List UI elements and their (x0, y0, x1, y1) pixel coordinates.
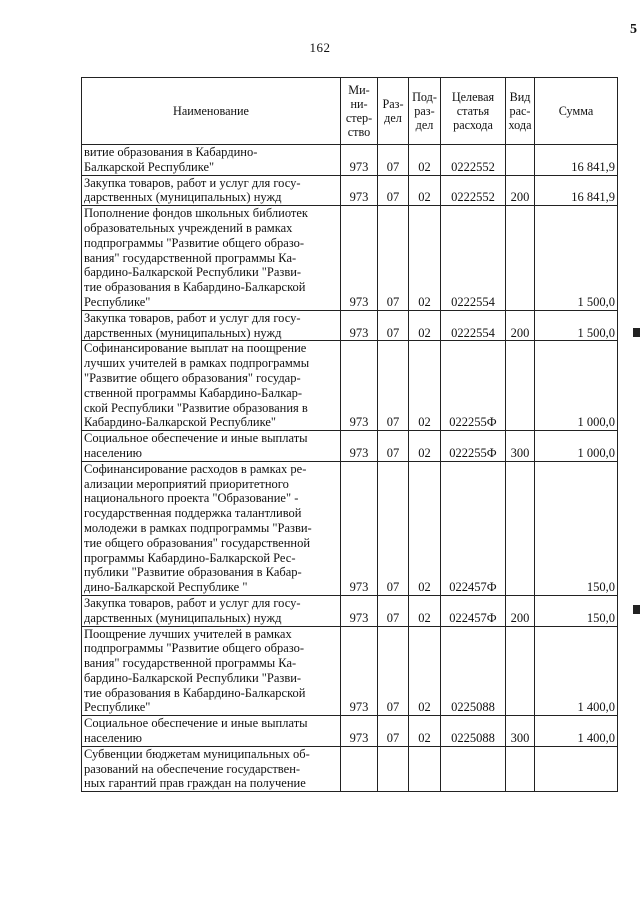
header-row (82, 78, 618, 145)
header-name (82, 78, 341, 145)
cell-expense-type: 200 (506, 175, 535, 206)
cell-expense-type (506, 461, 535, 595)
header-target: Целевая статья расхода (441, 78, 506, 145)
cell-target: 022457Ф (441, 461, 506, 595)
cell-target: 0222552 (441, 175, 506, 206)
cell-target: 0225088 (441, 716, 506, 747)
cell-section: 07 (378, 461, 409, 595)
cell-name: Закупка товаров, работ и услуг для госу- дарственных (муниципальных) нужд (82, 175, 341, 206)
cell-subsection: 02 (409, 341, 441, 431)
cell-amount: 150,0 (535, 461, 618, 595)
cell-target (441, 746, 506, 791)
table-row (82, 461, 618, 595)
cell-ministry: 973 (341, 716, 378, 747)
cell-amount: 1 400,0 (535, 716, 618, 747)
cell-subsection: 02 (409, 626, 441, 716)
table-row (82, 206, 618, 311)
cell-section: 07 (378, 145, 409, 176)
cell-name: Софинансирование выплат на поощрение лучших учителей в рамках подпрограммы "Развитие общего образования" государ- ственной программы Кабардино-Балкар- ской Республики "Развитие образования в Кабардино-Балкарской Республике" (82, 341, 341, 431)
cell-target: 0222552 (441, 145, 506, 176)
cell-name: Закупка товаров, работ и услуг для госу- дарственных (муниципальных) нужд (82, 310, 341, 341)
cell-amount: 16 841,9 (535, 175, 618, 206)
table-row (82, 431, 618, 462)
cell-subsection: 02 (409, 595, 441, 626)
cell-amount: 1 500,0 (535, 206, 618, 311)
cell-ministry (341, 746, 378, 791)
cell-subsection (409, 746, 441, 791)
cell-target: 0222554 (441, 310, 506, 341)
table-row (82, 341, 618, 431)
cell-amount: 1 000,0 (535, 341, 618, 431)
cell-target: 022255Ф (441, 431, 506, 462)
header-subsection: Под- раз- дел (409, 78, 441, 145)
cell-subsection: 02 (409, 431, 441, 462)
cell-ministry: 973 (341, 206, 378, 311)
cell-amount: 16 841,9 (535, 145, 618, 176)
cell-expense-type: 300 (506, 716, 535, 747)
cell-ministry: 973 (341, 175, 378, 206)
cell-target: 022457Ф (441, 595, 506, 626)
cell-section (378, 746, 409, 791)
page-number: 162 (309, 40, 331, 55)
cell-section: 07 (378, 341, 409, 431)
cell-section: 07 (378, 716, 409, 747)
cell-name: Поощрение лучших учителей в рамках подпрограммы "Развитие общего образо- вания" государственной программы Ка- бардино-Балкарской Республики "Разви- тие образования в Кабардино-Балкарской Республике" (82, 626, 341, 716)
cell-amount: 150,0 (535, 595, 618, 626)
edge-tick-mark (633, 605, 640, 614)
cell-ministry: 973 (341, 145, 378, 176)
cell-subsection: 02 (409, 206, 441, 311)
cell-expense-type (506, 341, 535, 431)
header-ministry: Ми- ни- стер- ство (341, 78, 378, 145)
cell-amount: 1 500,0 (535, 310, 618, 341)
table-row (82, 310, 618, 341)
cell-section: 07 (378, 431, 409, 462)
cell-expense-type (506, 206, 535, 311)
table-row (82, 746, 618, 791)
header-section: Раз- дел (378, 78, 409, 145)
table-row (82, 716, 618, 747)
table-row (82, 145, 618, 176)
cell-subsection: 02 (409, 145, 441, 176)
cell-ministry: 973 (341, 431, 378, 462)
cell-subsection: 02 (409, 716, 441, 747)
cell-name: Пополнение фондов школьных библиотек образовательных учреждений в рамках подпрограммы "Развитие общего образо- вания" государственной программы Ка- бардино-Балкарской Республики "Разви- тие образования в Кабардино-Балкарской Республике" (82, 206, 341, 311)
table-row (82, 175, 618, 206)
cell-amount: 1 400,0 (535, 626, 618, 716)
cell-expense-type: 200 (506, 595, 535, 626)
cell-section: 07 (378, 206, 409, 311)
cell-subsection: 02 (409, 461, 441, 595)
cell-section: 07 (378, 175, 409, 206)
cell-section: 07 (378, 595, 409, 626)
cell-name: Социальное обеспечение и иные выплаты населению (82, 716, 341, 747)
cell-name: Социальное обеспечение и иные выплаты населению (82, 431, 341, 462)
cell-ministry: 973 (341, 626, 378, 716)
cell-name: Закупка товаров, работ и услуг для госу- дарственных (муниципальных) нужд (82, 595, 341, 626)
cell-name: Софинансирование расходов в рамках ре- ализации мероприятий приоритетного национального проекта "Образование" - государственная поддержка талантливой молодежи в рамках подпрограммы "Разви- тие общего образования" государственной программы Кабардино-Балкарской Рес- публики "Развитие образования в Кабар- дино-Балкарской Республике " (82, 461, 341, 595)
cell-name: Субвенции бюджетам муниципальных об- разований на обеспечение государствен- ных гарантий прав граждан на получение (82, 746, 341, 791)
cell-expense-type (506, 145, 535, 176)
edge-tick-mark (633, 328, 640, 337)
cell-section: 07 (378, 626, 409, 716)
cell-expense-type: 300 (506, 431, 535, 462)
cell-target: 0225088 (441, 626, 506, 716)
cell-expense-type (506, 746, 535, 791)
header-amount: Сумма (535, 78, 618, 145)
cell-target: 022255Ф (441, 341, 506, 431)
budget-table (81, 77, 618, 792)
cell-subsection: 02 (409, 175, 441, 206)
table-row (82, 626, 618, 716)
cell-ministry: 973 (341, 461, 378, 595)
table-row (82, 595, 618, 626)
cell-amount (535, 746, 618, 791)
cell-ministry: 973 (341, 595, 378, 626)
header-name-label: Наименование (173, 104, 249, 118)
cell-subsection: 02 (409, 310, 441, 341)
cell-expense-type (506, 626, 535, 716)
edge-mark: 5 (630, 22, 637, 37)
cell-ministry: 973 (341, 341, 378, 431)
cell-expense-type: 200 (506, 310, 535, 341)
cell-ministry: 973 (341, 310, 378, 341)
header-expense-type: Вид рас- хода (506, 78, 535, 145)
cell-name: витие образования в Кабардино- Балкарской Республике" (82, 145, 341, 176)
cell-section: 07 (378, 310, 409, 341)
cell-amount: 1 000,0 (535, 431, 618, 462)
cell-target: 0222554 (441, 206, 506, 311)
